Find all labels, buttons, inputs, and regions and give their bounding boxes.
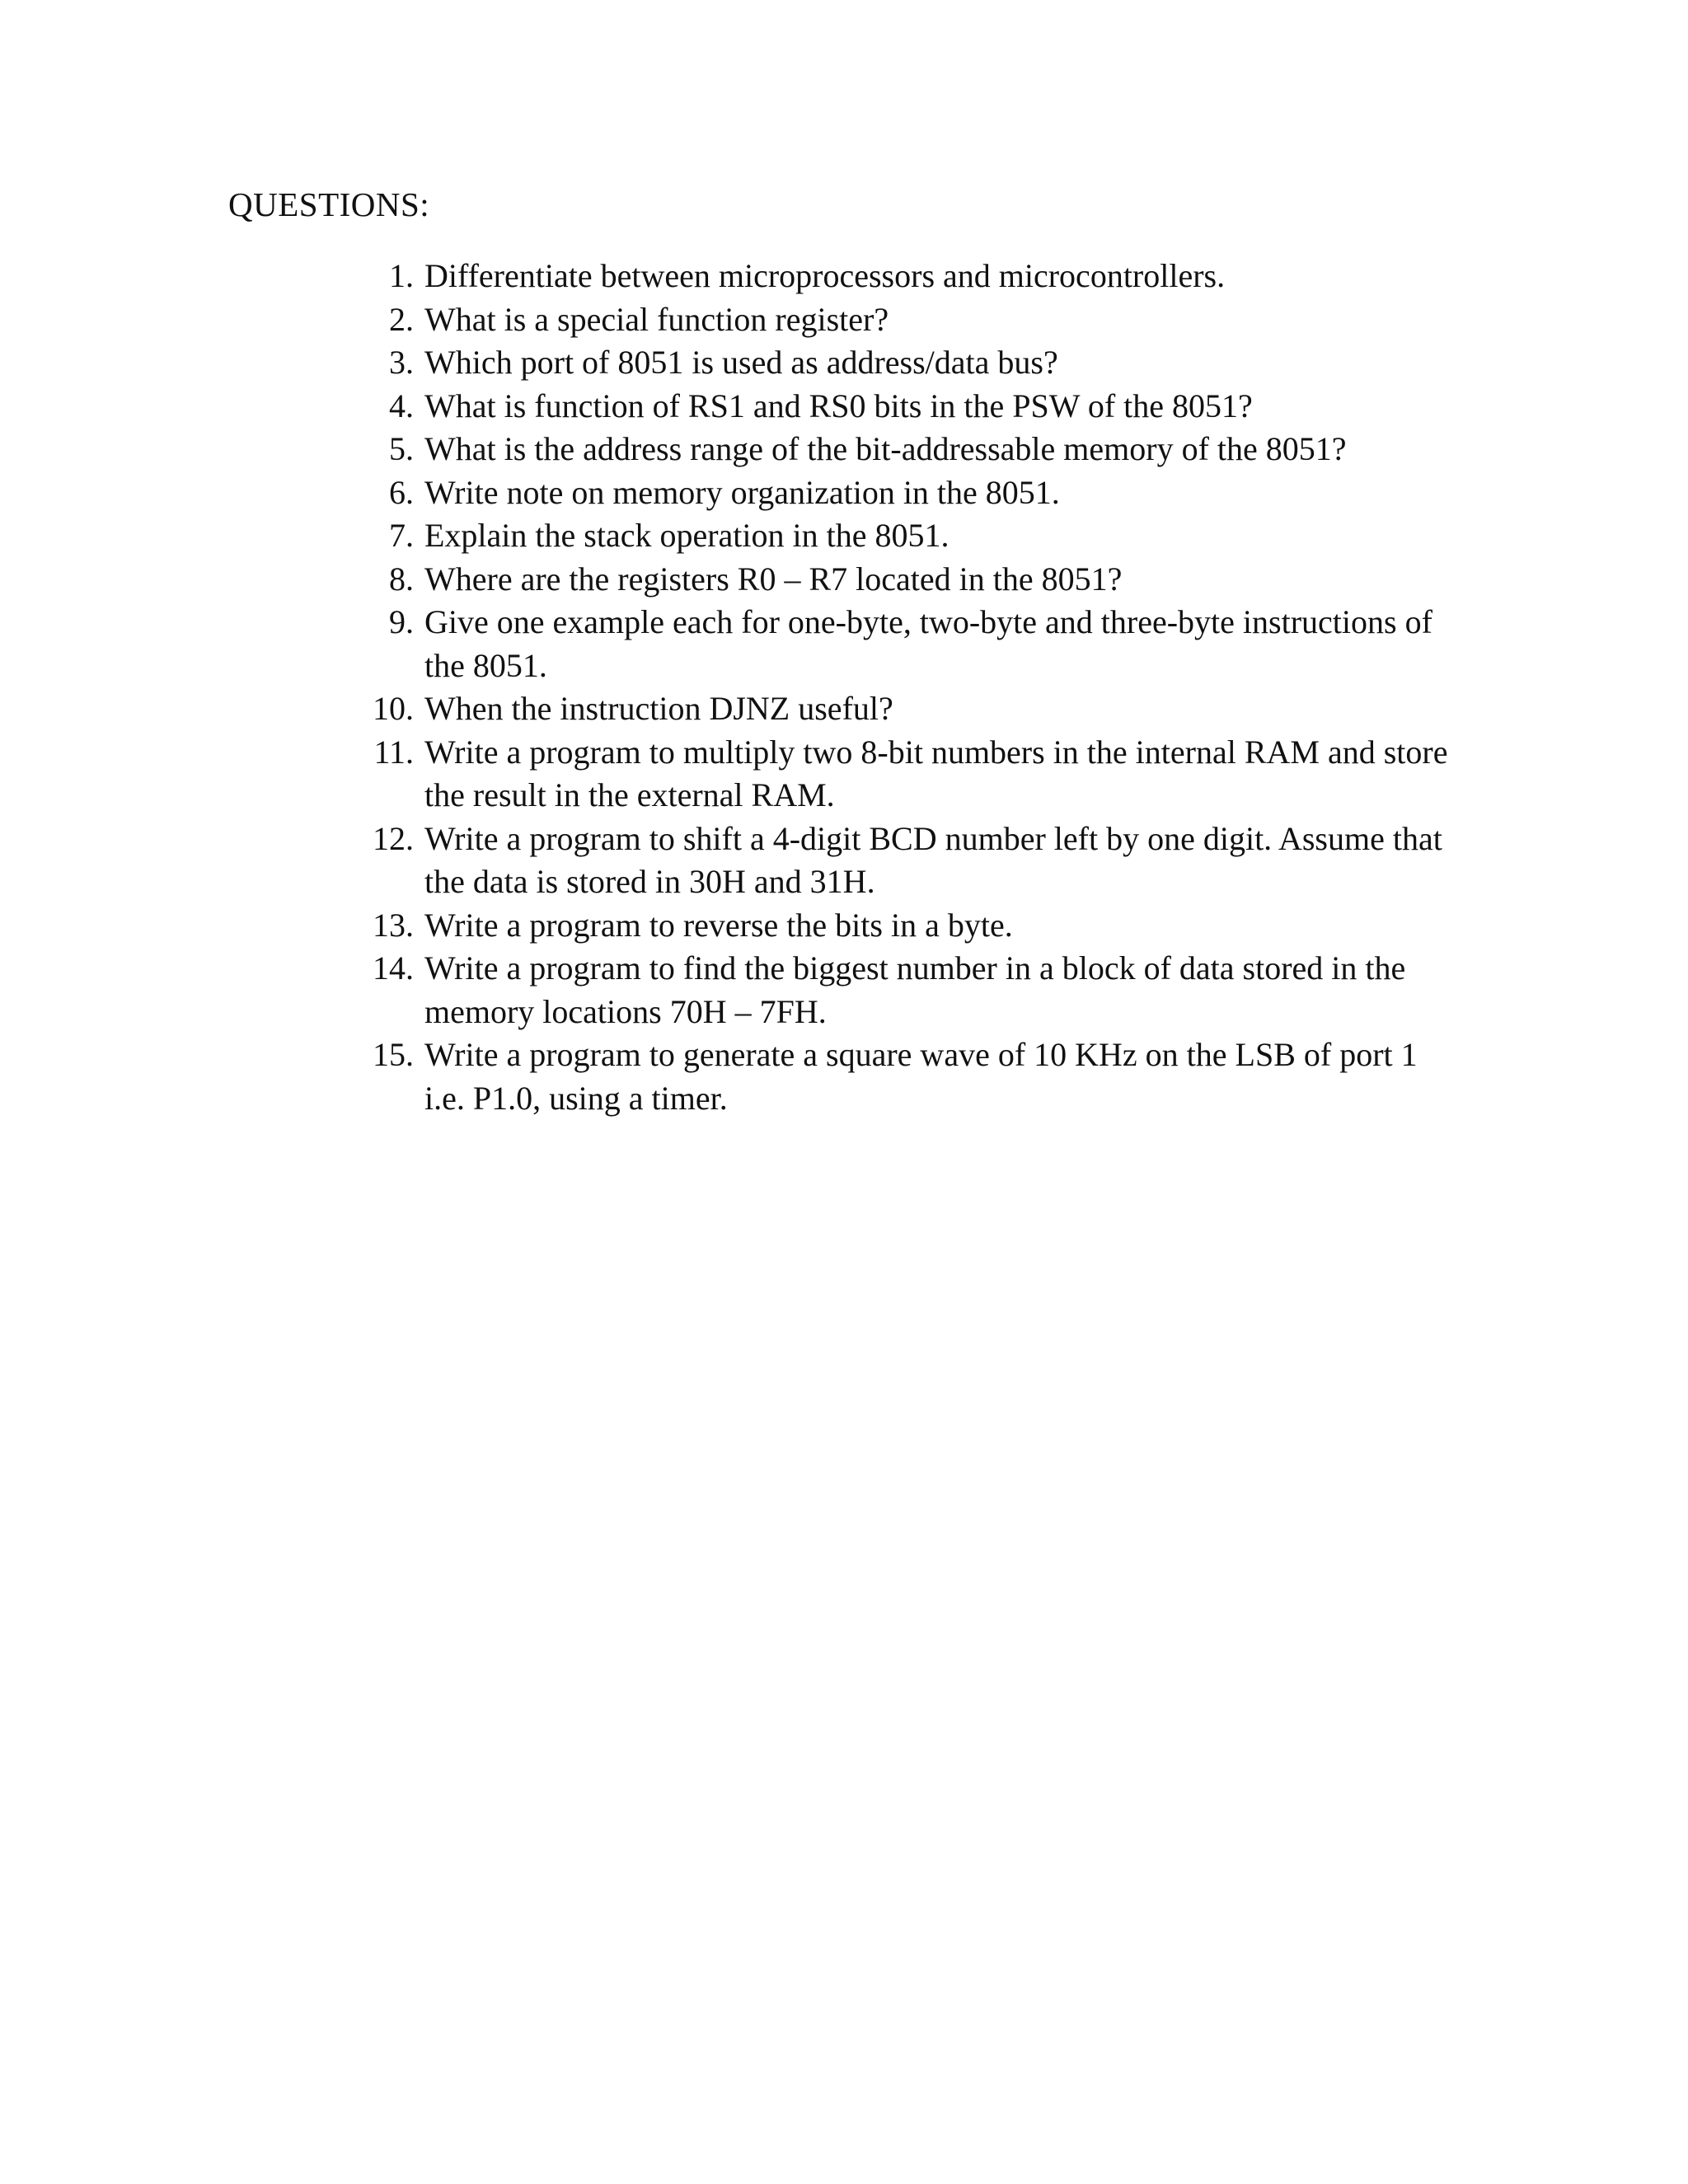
question-item [369, 731, 1457, 818]
question-number: 8. [389, 560, 414, 598]
question-text: When the instruction DJNZ useful? [424, 690, 893, 727]
question-item [369, 947, 1457, 1033]
question-text: What is function of RS1 and RS0 bits in the PSW of the 8051? [424, 387, 1253, 424]
question-number: 13. [373, 906, 414, 944]
question-number: 11. [373, 733, 414, 771]
question-text: Which port of 8051 is used as address/data bus? [424, 344, 1058, 381]
questions-list [369, 255, 1457, 1120]
question-number: 15. [373, 1036, 414, 1073]
questions-heading: QUESTIONS: [228, 185, 430, 223]
question-number: 2. [389, 300, 414, 338]
question-item [369, 341, 1457, 385]
question-item [369, 514, 1457, 558]
question-item [369, 255, 1457, 298]
question-number: 10. [373, 690, 414, 727]
question-text: Give one example each for one-byte, two-byte and three-byte instructions of the 8051. [424, 603, 1432, 684]
question-item [369, 1033, 1457, 1120]
question-number: 1. [389, 257, 414, 294]
question-number: 9. [389, 603, 414, 640]
question-item [369, 385, 1457, 429]
question-number: 14. [373, 949, 414, 987]
question-item [369, 298, 1457, 342]
question-text: Explain the stack operation in the 8051. [424, 517, 950, 554]
question-text: Write a program to generate a square wave of 10 KHz on the LSB of port 1 i.e. P1.0, using a timer. [424, 1036, 1418, 1117]
question-text: Where are the registers R0 – R7 located in the 8051? [424, 560, 1123, 598]
question-item [369, 687, 1457, 731]
question-text: Write a program to find the biggest number in a block of data stored in the memory locations 70H – 7FH. [424, 949, 1406, 1030]
question-number: 5. [389, 430, 414, 467]
question-text: Write a program to multiply two 8-bit numbers in the internal RAM and store the result in the external RAM. [424, 733, 1448, 813]
question-item [369, 601, 1457, 687]
question-text: Write a program to shift a 4-digit BCD number left by one digit. Assume that the data is stored in 30H and 31H. [424, 819, 1442, 900]
question-text: Differentiate between microprocessors and microcontrollers. [424, 257, 1226, 294]
question-number: 12. [373, 819, 414, 857]
question-item [369, 818, 1457, 904]
question-number: 3. [389, 344, 414, 381]
question-item [369, 558, 1457, 602]
question-text: Write note on memory organization in the 8051. [424, 473, 1060, 511]
question-number: 7. [389, 517, 414, 554]
question-text: What is the address range of the bit-addressable memory of the 8051? [424, 430, 1347, 467]
question-text: What is a special function register? [424, 300, 889, 338]
question-number: 4. [389, 387, 414, 424]
question-item [369, 904, 1457, 948]
question-item [369, 471, 1457, 515]
question-number: 6. [389, 473, 414, 511]
question-text: Write a program to reverse the bits in a byte. [424, 906, 1013, 944]
question-item [369, 428, 1457, 471]
